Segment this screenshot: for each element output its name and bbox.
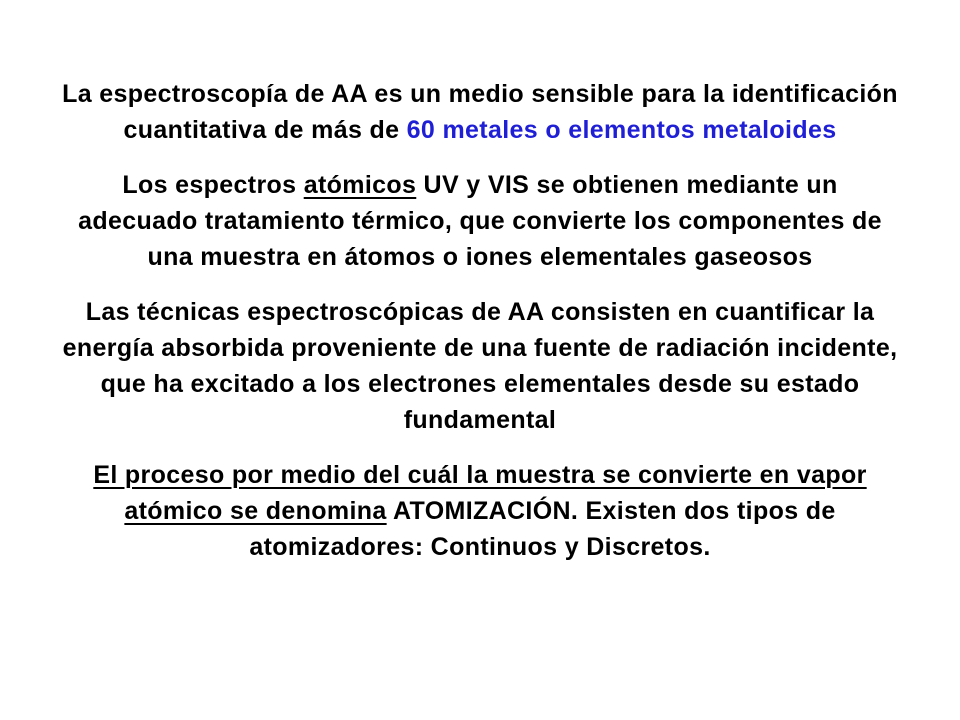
techniques-text: Las técnicas espectroscópicas de AA consisten en cuantificar la energía absorbida proveniente de una fuente de radiación incidente, que ha excitado a los electrones elementales desde su estado fundamental: [62, 298, 898, 434]
slide-content: [60, 76, 900, 584]
intro-text: La espectroscopía de AA es un medio sensible para la identificación cuantitativa de más de: [62, 80, 898, 144]
atomic-spectra-text-end: UV y VIS se obtienen mediante un adecuado tratamiento térmico, que convierte los componentes de una muestra en átomos o iones elementales gaseosos: [78, 171, 882, 271]
paragraph-aa-spectroscopy-intro: [60, 76, 900, 148]
paragraph-atomization: [60, 457, 900, 565]
paragraph-atomic-spectra: [60, 167, 900, 275]
atomic-underlined-word: atómicos: [303, 171, 417, 199]
atomization-text: ATOMIZACIÓN. Existen dos tipos de atomizadores: Continuos y Discretos.: [249, 497, 836, 561]
metals-highlight: 60 metales o elementos metaloides: [406, 116, 837, 144]
atomization-underlined-text: El proceso por medio del cuál la muestra se convierte en vapor atómico se denomina: [93, 461, 867, 525]
paragraph-aa-techniques: [60, 294, 900, 438]
atomic-spectra-text-start: Los espectros: [122, 171, 304, 199]
